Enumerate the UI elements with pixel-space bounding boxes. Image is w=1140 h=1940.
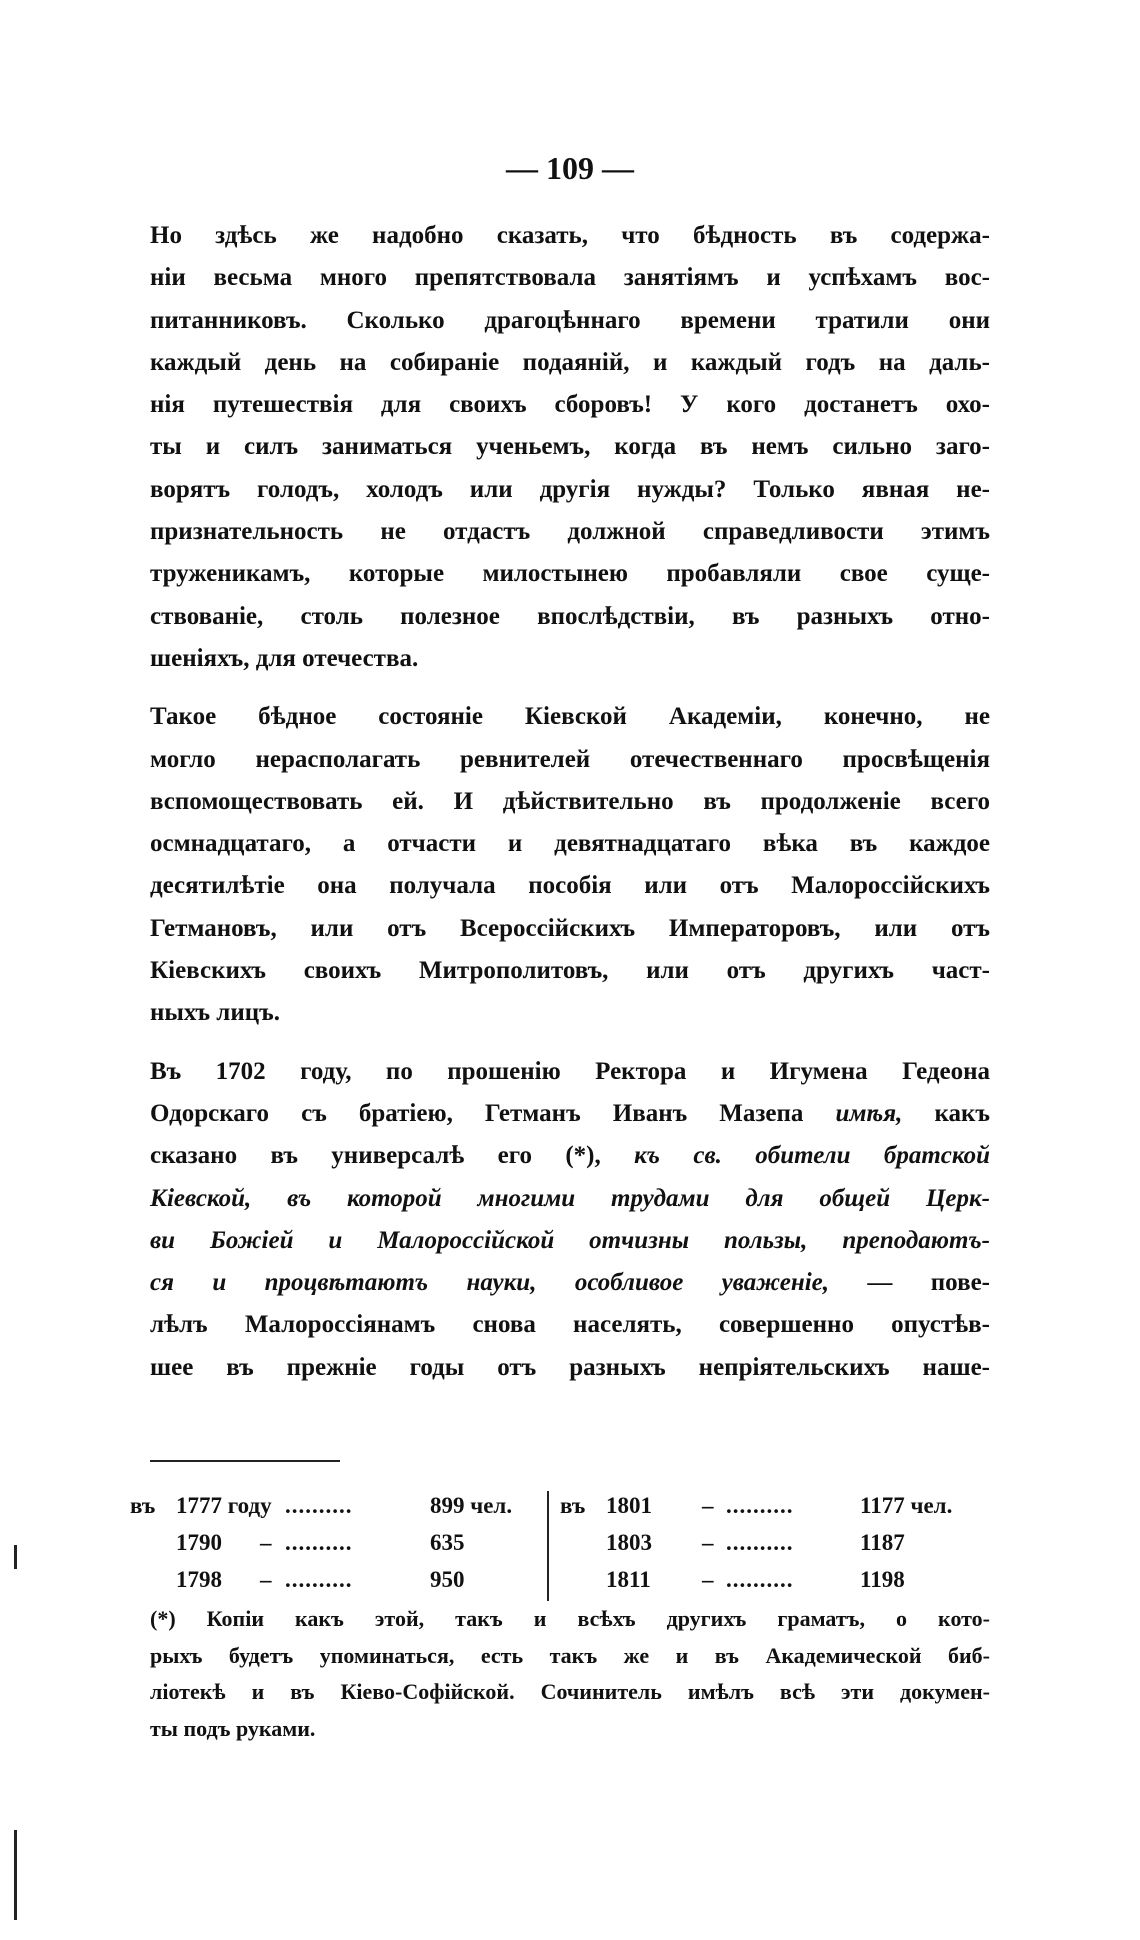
stats-year: 1798: [176, 1567, 222, 1592]
footnote-line: ліотекѣ и въ Кіево-Софійской. Сочинитель имѣлъ всѣ эти докумен-: [150, 1679, 990, 1705]
body-text: [150, 215, 990, 1389]
stats-leader: ..........: [726, 1493, 794, 1518]
text-line: ніи весьма много препятствовала занятіямъ и успѣхамъ вос-: [150, 264, 990, 292]
text-line: Такое бѣдное состояніе Кіевской Академіи, конечно, не: [150, 703, 990, 731]
stats-leader: ..........: [285, 1530, 353, 1555]
text-line: [150, 1347, 990, 1389]
text-run: Одорскаго съ братіею, Гетманъ Иванъ Мазепа: [150, 1099, 836, 1127]
enrollment-stats-table: [130, 1487, 1000, 1602]
stats-leader: ..........: [726, 1530, 794, 1555]
text-line: ствованіе, столь полезное впослѣдствіи, въ разныхъ отно-: [150, 602, 990, 630]
italic-text: ви Божіей и Малороссійской отчизны пользы, преподаютъ-: [150, 1226, 990, 1254]
stats-value: 1187: [860, 1530, 905, 1555]
text-line: Гетмановъ, или отъ Всероссійскихъ Императоровъ, или отъ: [150, 914, 990, 942]
margin-mark: [14, 1830, 17, 1920]
stats-value: 1198: [860, 1567, 905, 1592]
text-line: [150, 1093, 990, 1135]
text-line: каждый день на собираніе подаяній, и каждый годъ на даль-: [150, 348, 990, 376]
text-line: могло нерасполагать ревнителей отечественнаго просвѣщенія: [150, 745, 990, 773]
margin-mark: [14, 1545, 17, 1569]
stats-prefix: въ: [130, 1493, 156, 1518]
text-run: Въ 1702 году, по прошенію Ректора и Игумена Гедеона: [150, 1057, 990, 1085]
text-line: осмнадцатаго, а отчасти и девятнадцатаго вѣка въ каждое: [150, 830, 990, 858]
stats-year: 1811: [606, 1567, 651, 1592]
text-line: [150, 1051, 990, 1093]
text-line: ворятъ голодъ, холодъ или другія нужды? Только явная не-: [150, 475, 990, 503]
text-line: Но здѣсь же надобно сказать, что бѣдность въ содержа-: [150, 222, 990, 249]
paragraph: [150, 696, 990, 1034]
stats-row: [560, 1561, 980, 1598]
stats-year: 1801: [606, 1493, 652, 1518]
stats-dash: –: [260, 1567, 272, 1592]
stats-leader: ..........: [726, 1567, 794, 1592]
stats-row: [560, 1524, 980, 1561]
italic-text: имѣя,: [835, 1099, 903, 1127]
text-line: [150, 1262, 990, 1304]
footnote: [150, 1601, 990, 1748]
text-line: питанниковъ. Сколько драгоцѣннаго времени тратили они: [150, 306, 990, 334]
stats-divider: [547, 1491, 549, 1601]
text-line: шеніяхъ, для отечества.: [150, 644, 419, 672]
footnote-rule: [150, 1460, 340, 1462]
text-run: сказано въ универсалѣ его (*),: [150, 1142, 635, 1170]
stats-value: 635: [430, 1530, 465, 1555]
paragraph: [150, 215, 990, 680]
stats-column-left: [130, 1487, 540, 1598]
footnote-line: рыхъ будетъ упоминаться, есть такъ же и въ Академической биб-: [150, 1642, 990, 1668]
stats-column-right: [560, 1487, 980, 1598]
stats-row: [130, 1561, 540, 1598]
text-line: [150, 1220, 990, 1262]
stats-leader: ..........: [285, 1493, 353, 1518]
stats-dash: –: [702, 1493, 714, 1518]
page-number: — 109 —: [506, 150, 634, 186]
italic-text: Кіевской, въ которой многими трудами для общей Церк-: [150, 1184, 990, 1212]
text-line: вспомоществовать ей. И дѣйствительно въ продолженіе всего: [150, 787, 990, 815]
italic-text: къ св. обители братской: [634, 1142, 990, 1170]
text-line: ныхъ лицъ.: [150, 999, 280, 1027]
stats-prefix: въ: [560, 1493, 586, 1518]
text-line: нія путешествія для своихъ сборовъ! У кого достанетъ охо-: [150, 391, 990, 419]
text-line: [150, 1178, 990, 1220]
text-line: труженикамъ, которые милостынею пробавляли свое суще-: [150, 560, 990, 588]
text-line: ты и силъ заниматься ученьемъ, когда въ немъ сильно заго-: [150, 433, 990, 461]
text-line: [150, 1304, 990, 1346]
stats-year: 1777 году: [176, 1493, 272, 1518]
stats-year: 1790: [176, 1530, 222, 1555]
stats-row: [130, 1524, 540, 1561]
stats-value: 899 чел.: [430, 1493, 513, 1518]
text-line: Кіевскихъ своихъ Митрополитовъ, или отъ другихъ част-: [150, 957, 990, 985]
footnote-line: ты подъ руками.: [150, 1716, 316, 1742]
text-run: — пове-: [829, 1269, 990, 1297]
stats-leader: ..........: [285, 1567, 353, 1592]
stats-value: 1177 чел.: [860, 1493, 953, 1518]
italic-text: ся и процвѣтаютъ науки, особливое уваженіе,: [150, 1269, 830, 1297]
stats-dash: –: [702, 1567, 714, 1592]
stats-year: 1803: [606, 1530, 652, 1555]
text-line: признательность не отдастъ должной справедливости этимъ: [150, 518, 990, 546]
stats-dash: –: [260, 1530, 272, 1555]
stats-dash: –: [702, 1530, 714, 1555]
text-run: какъ: [902, 1099, 990, 1127]
stats-row: [130, 1487, 540, 1524]
text-line: [150, 1135, 990, 1177]
footnote-line: (*) Копіи какъ этой, такъ и всѣхъ другихъ граматъ, о кото-: [150, 1606, 990, 1631]
stats-row: [560, 1487, 980, 1524]
text-run: шее въ прежніе годы отъ разныхъ непріятельскихъ наше-: [150, 1353, 990, 1381]
text-run: лѣлъ Малороссіянамъ снова населять, совершенно опустѣв-: [150, 1311, 990, 1339]
text-line: десятилѣтіе она получала пособія или отъ Малороссійскихъ: [150, 872, 990, 900]
stats-value: 950: [430, 1567, 465, 1592]
paragraph: [150, 1051, 990, 1389]
